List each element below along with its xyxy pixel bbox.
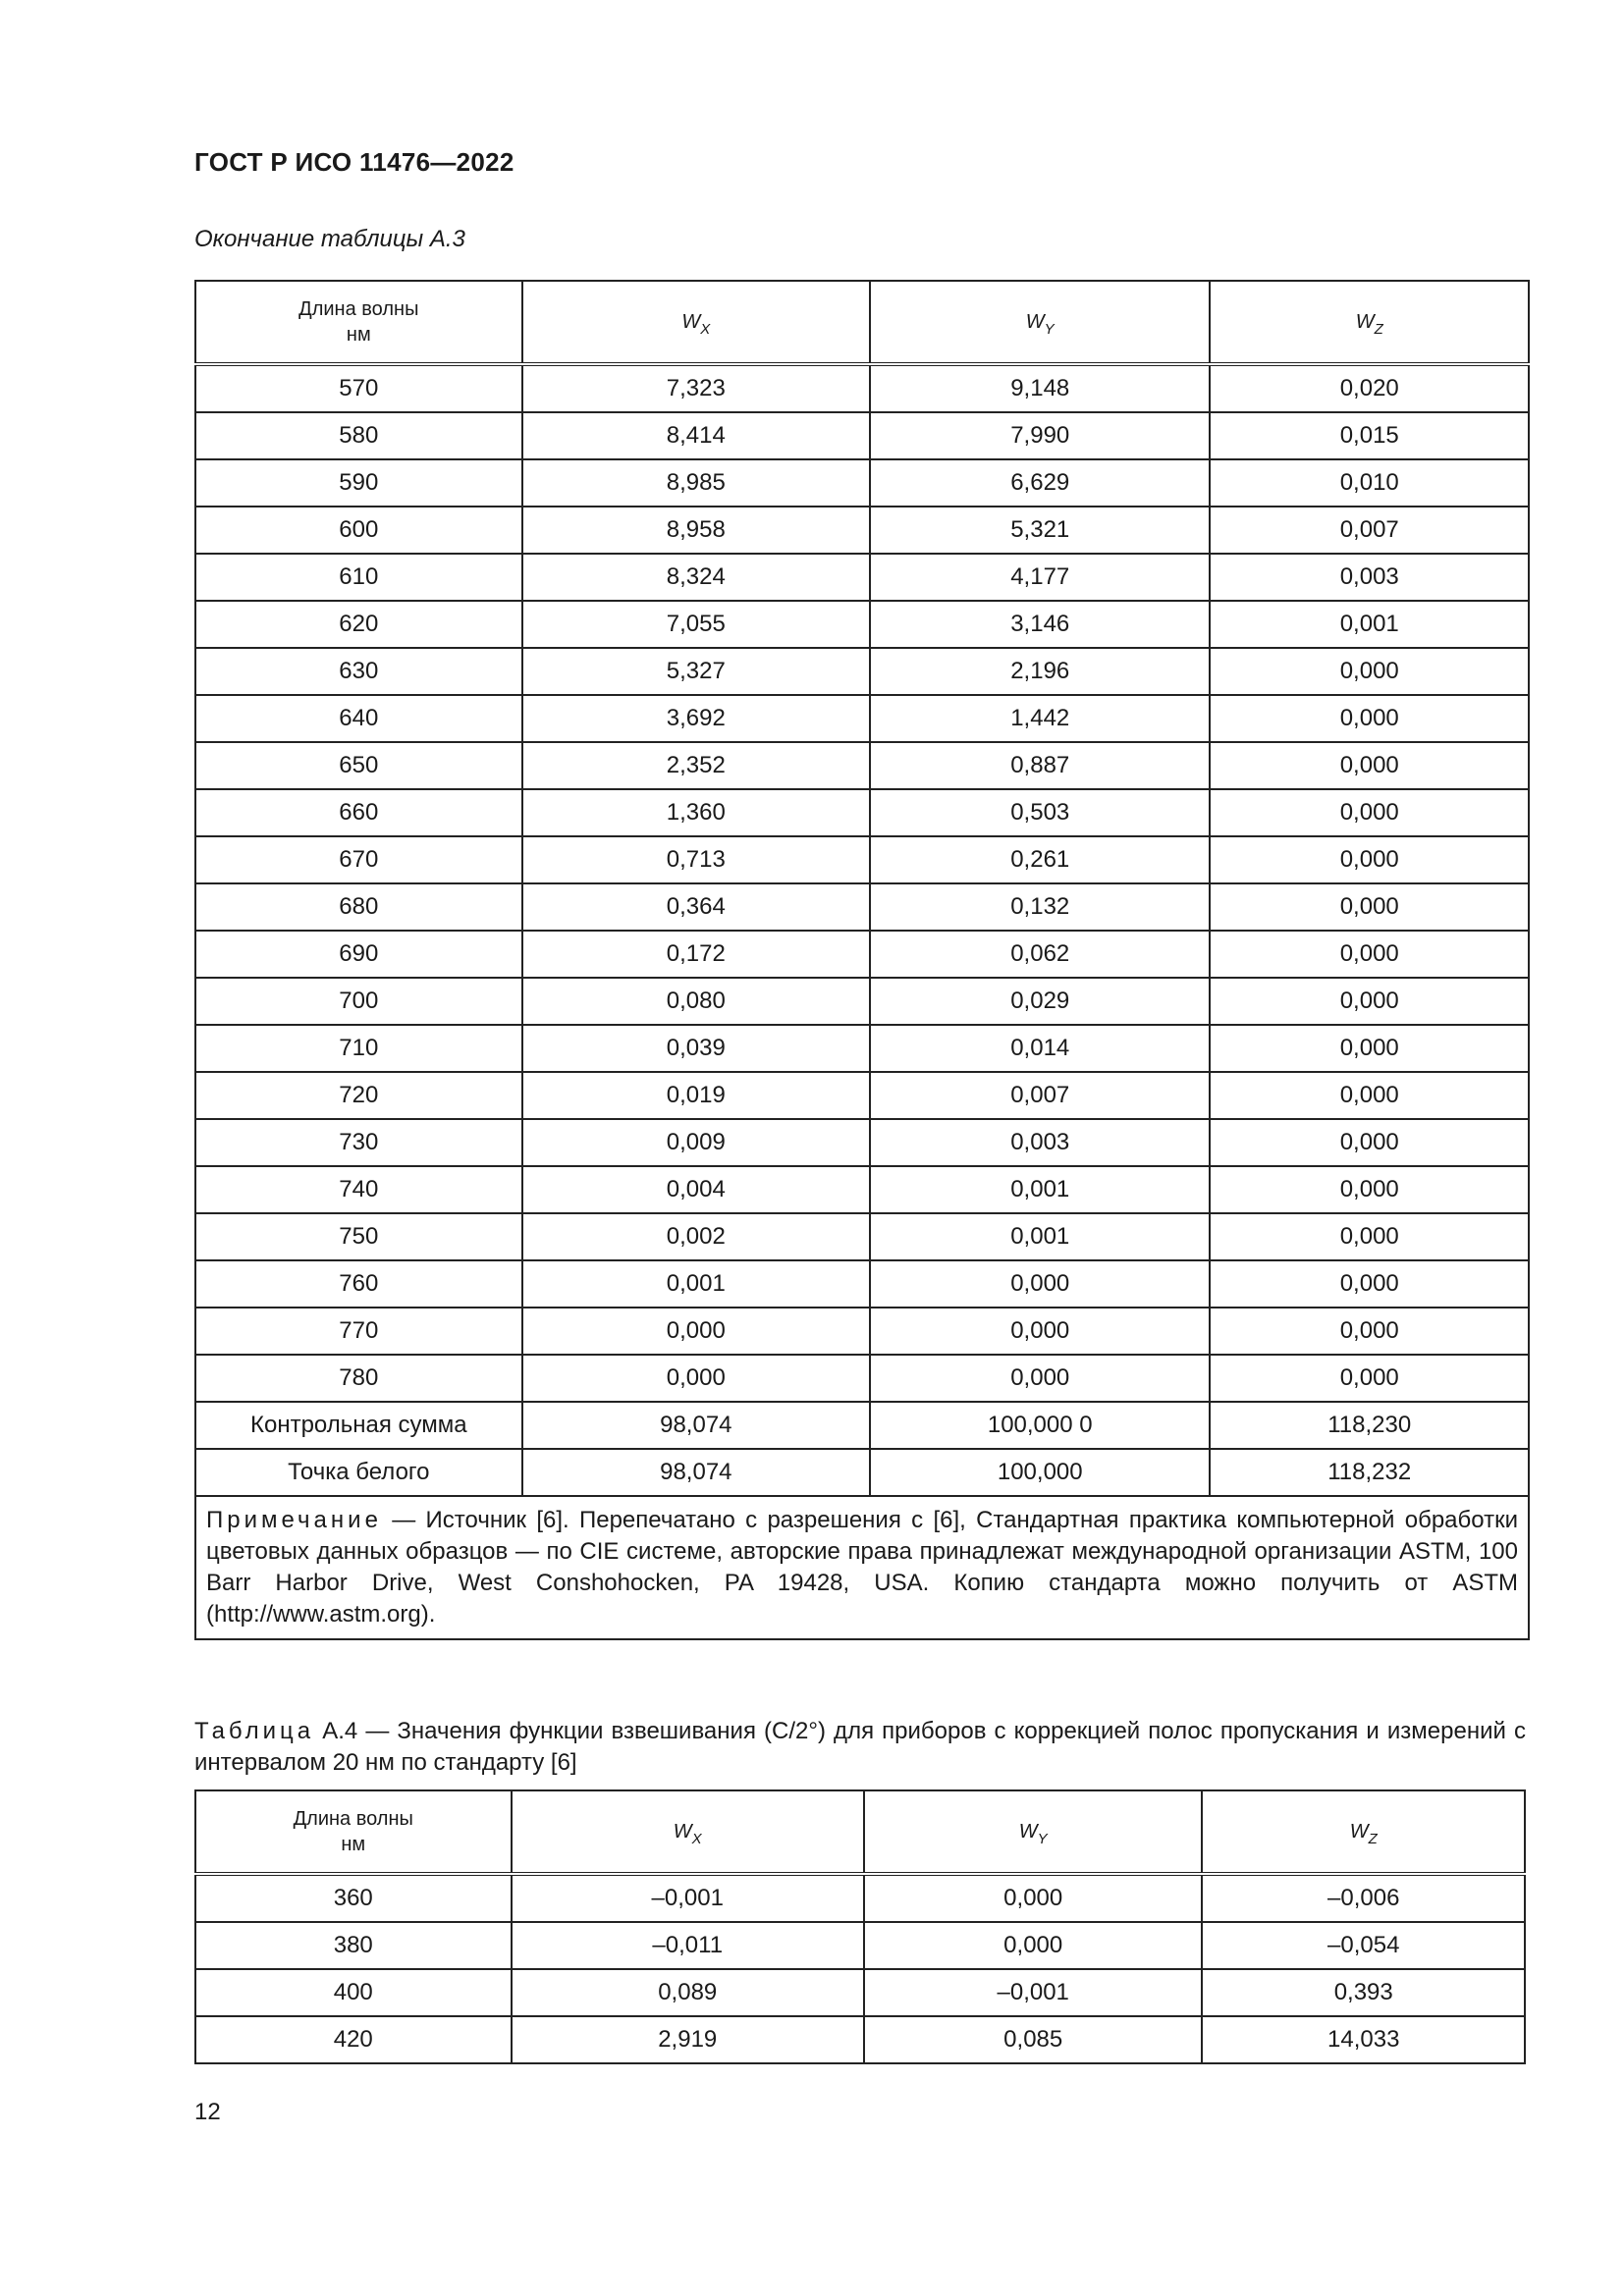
- table-cell: 3,146: [870, 601, 1210, 648]
- table-row: [195, 789, 1529, 836]
- table-cell: 0,080: [522, 978, 870, 1025]
- table-cell: 7,990: [870, 412, 1210, 459]
- table-cell: 4,177: [870, 554, 1210, 601]
- table-cell: 0,000: [870, 1260, 1210, 1308]
- table-cell: 700: [195, 978, 522, 1025]
- table-cell: 0,014: [870, 1025, 1210, 1072]
- table-cell: 5,321: [870, 507, 1210, 554]
- table-cell: 0,000: [1210, 931, 1529, 978]
- table-a4-header-row: [195, 1790, 1525, 1874]
- table-cell: 380: [195, 1922, 512, 1969]
- table-row: [195, 1355, 1529, 1402]
- table-row: [195, 1213, 1529, 1260]
- table-cell: 580: [195, 412, 522, 459]
- table-cell: 0,029: [870, 978, 1210, 1025]
- table-cell: 1,360: [522, 789, 870, 836]
- table-a4-title: [194, 1716, 1526, 1779]
- table-cell: 0,000: [1210, 1308, 1529, 1355]
- column-header-wy: $W_Y$: [870, 281, 1210, 364]
- table-cell: 0,000: [1210, 742, 1529, 789]
- document-code-header: ГОСТ Р ИСО 11476—2022: [194, 147, 514, 177]
- table-row: [195, 1969, 1525, 2016]
- table-cell: 0,000: [1210, 978, 1529, 1025]
- table-cell: 3,692: [522, 695, 870, 742]
- table-cell: 690: [195, 931, 522, 978]
- table-a4: [194, 1789, 1526, 2064]
- table-cell: 0,007: [870, 1072, 1210, 1119]
- table-row: [195, 1260, 1529, 1308]
- table-cell: 0,001: [522, 1260, 870, 1308]
- table-cell: 5,327: [522, 648, 870, 695]
- table-cell: 0,000: [1210, 1355, 1529, 1402]
- table-row: [195, 883, 1529, 931]
- table-a3-note: [195, 1496, 1529, 1639]
- table-a4-title-text: А.4 — Значения функции взвешивания (С/2°) для приборов с коррекцией полос пропускания и измерений с интервалом 20 нм по стандарту [6]: [194, 1718, 1526, 1776]
- table-cell: 420: [195, 2016, 512, 2063]
- table-cell: 8,985: [522, 459, 870, 507]
- table-row: [195, 836, 1529, 883]
- table-row: [195, 1025, 1529, 1072]
- table-cell: 0,000: [870, 1355, 1210, 1402]
- table-cell: 720: [195, 1072, 522, 1119]
- table-a4-label: Таблица: [194, 1718, 315, 1744]
- table-row: [195, 412, 1529, 459]
- table-cell: –0,001: [864, 1969, 1202, 2016]
- table-cell: 0,000: [1210, 789, 1529, 836]
- table-cell: 8,414: [522, 412, 870, 459]
- table-cell: 680: [195, 883, 522, 931]
- table-cell: 0,000: [522, 1355, 870, 1402]
- table-cell: 0,020: [1210, 364, 1529, 412]
- table-row: [195, 459, 1529, 507]
- table-cell: 0,089: [512, 1969, 864, 2016]
- table-cell: 660: [195, 789, 522, 836]
- table-cell: 650: [195, 742, 522, 789]
- table-cell: 6,629: [870, 459, 1210, 507]
- table-row: [195, 1308, 1529, 1355]
- table-cell: 610: [195, 554, 522, 601]
- table-cell: 2,196: [870, 648, 1210, 695]
- column-header-wz: $W_Z$: [1210, 281, 1529, 364]
- table-cell: 118,232: [1210, 1449, 1529, 1496]
- table-row: [195, 695, 1529, 742]
- column-header-wavelength: Длина волны нм: [195, 281, 522, 364]
- table-cell: 8,958: [522, 507, 870, 554]
- table-cell: 0,000: [522, 1308, 870, 1355]
- table-cell: 7,055: [522, 601, 870, 648]
- table-cell: 9,148: [870, 364, 1210, 412]
- table-cell: 0,062: [870, 931, 1210, 978]
- table-cell: 770: [195, 1308, 522, 1355]
- table-cell: –0,054: [1202, 1922, 1525, 1969]
- table-cell: 0,019: [522, 1072, 870, 1119]
- column-header-wx: $W_X$: [512, 1790, 864, 1874]
- table-cell: 400: [195, 1969, 512, 2016]
- table-cell: 0,007: [1210, 507, 1529, 554]
- table-cell: 0,085: [864, 2016, 1202, 2063]
- table-cell: 0,393: [1202, 1969, 1525, 2016]
- table-cell: 98,074: [522, 1449, 870, 1496]
- table-cell: 118,230: [1210, 1402, 1529, 1449]
- table-a3-header-row: [195, 281, 1529, 364]
- table-row: [195, 978, 1529, 1025]
- table-cell: 0,000: [1210, 1213, 1529, 1260]
- table-cell: 0,002: [522, 1213, 870, 1260]
- column-header-wz: $W_Z$: [1202, 1790, 1525, 1874]
- table-cell: 0,000: [864, 1874, 1202, 1922]
- table-cell: 0,000: [864, 1922, 1202, 1969]
- table-cell: 2,919: [512, 2016, 864, 2063]
- table-cell: 0,000: [1210, 836, 1529, 883]
- table-cell: 0,000: [1210, 1260, 1529, 1308]
- table-row: [195, 1166, 1529, 1213]
- table-cell: 0,001: [870, 1166, 1210, 1213]
- table-a3-note-row: [195, 1496, 1529, 1639]
- table-cell: 0,000: [1210, 1119, 1529, 1166]
- table-cell: 8,324: [522, 554, 870, 601]
- table-cell: 0,039: [522, 1025, 870, 1072]
- table-cell: 670: [195, 836, 522, 883]
- table-row: [195, 601, 1529, 648]
- table-cell: 710: [195, 1025, 522, 1072]
- table-cell: 0,000: [1210, 1072, 1529, 1119]
- table-cell: 7,323: [522, 364, 870, 412]
- table-a3-caption: Окончание таблицы А.3: [194, 226, 465, 252]
- page-number: 12: [194, 2099, 221, 2125]
- table-row: [195, 364, 1529, 412]
- table-cell: 0,887: [870, 742, 1210, 789]
- table-cell: 630: [195, 648, 522, 695]
- table-cell: 0,004: [522, 1166, 870, 1213]
- table-cell: 0,001: [870, 1213, 1210, 1260]
- table-cell: 740: [195, 1166, 522, 1213]
- table-cell: 780: [195, 1355, 522, 1402]
- column-header-wy: $W_Y$: [864, 1790, 1202, 1874]
- table-row: [195, 1119, 1529, 1166]
- table-cell: 360: [195, 1874, 512, 1922]
- table-cell: 100,000 0: [870, 1402, 1210, 1449]
- table-cell: –0,001: [512, 1874, 864, 1922]
- table-cell: 600: [195, 507, 522, 554]
- table-a3-body: [195, 364, 1529, 1496]
- table-cell: 620: [195, 601, 522, 648]
- table-cell: 730: [195, 1119, 522, 1166]
- table-cell: 0,015: [1210, 412, 1529, 459]
- table-cell: 0,000: [1210, 648, 1529, 695]
- table-cell: 0,000: [1210, 1166, 1529, 1213]
- table-cell: Контрольная сумма: [195, 1402, 522, 1449]
- table-row: [195, 1072, 1529, 1119]
- table-cell: 0,009: [522, 1119, 870, 1166]
- table-cell: 0,364: [522, 883, 870, 931]
- table-cell: Точка белого: [195, 1449, 522, 1496]
- table-cell: 0,003: [870, 1119, 1210, 1166]
- table-row: [195, 1922, 1525, 1969]
- table-cell: –0,006: [1202, 1874, 1525, 1922]
- table-cell: 0,132: [870, 883, 1210, 931]
- table-cell: 760: [195, 1260, 522, 1308]
- table-cell: 0,000: [1210, 695, 1529, 742]
- table-cell: 0,000: [1210, 883, 1529, 931]
- table-row: [195, 742, 1529, 789]
- table-row: [195, 1874, 1525, 1922]
- table-cell: 590: [195, 459, 522, 507]
- column-header-wx: $W_X$: [522, 281, 870, 364]
- table-row: [195, 648, 1529, 695]
- table-a3: [194, 280, 1530, 1640]
- table-row: [195, 1449, 1529, 1496]
- table-row: [195, 931, 1529, 978]
- table-cell: 0,010: [1210, 459, 1529, 507]
- table-cell: –0,011: [512, 1922, 864, 1969]
- note-label: Примечание: [206, 1507, 382, 1533]
- table-cell: 14,033: [1202, 2016, 1525, 2063]
- table-cell: 0,172: [522, 931, 870, 978]
- table-cell: 98,074: [522, 1402, 870, 1449]
- note-text: — Источник [6]. Перепечатано с разрешения с [6], Стандартная практика компьютерной обработки цветовых данных образцов — по CIE системе, авторские права принадлежат международной организации ASTM, 100 Barr Harbor Drive, West Conshohocken, PA 19428, USA. Копию стандарта можно получить от ASTM (http://www.astm.org).: [206, 1507, 1518, 1628]
- table-a4-body: [195, 1874, 1525, 2063]
- table-row: [195, 1402, 1529, 1449]
- table-cell: 2,352: [522, 742, 870, 789]
- column-header-wavelength: Длина волны нм: [195, 1790, 512, 1874]
- table-cell: 0,003: [1210, 554, 1529, 601]
- table-cell: 0,503: [870, 789, 1210, 836]
- table-cell: 0,713: [522, 836, 870, 883]
- table-cell: 570: [195, 364, 522, 412]
- table-cell: 0,000: [1210, 1025, 1529, 1072]
- table-cell: 1,442: [870, 695, 1210, 742]
- table-cell: 640: [195, 695, 522, 742]
- table-row: [195, 2016, 1525, 2063]
- table-cell: 750: [195, 1213, 522, 1260]
- table-cell: 0,000: [870, 1308, 1210, 1355]
- table-cell: 0,261: [870, 836, 1210, 883]
- table-cell: 100,000: [870, 1449, 1210, 1496]
- table-row: [195, 507, 1529, 554]
- table-cell: 0,001: [1210, 601, 1529, 648]
- table-row: [195, 554, 1529, 601]
